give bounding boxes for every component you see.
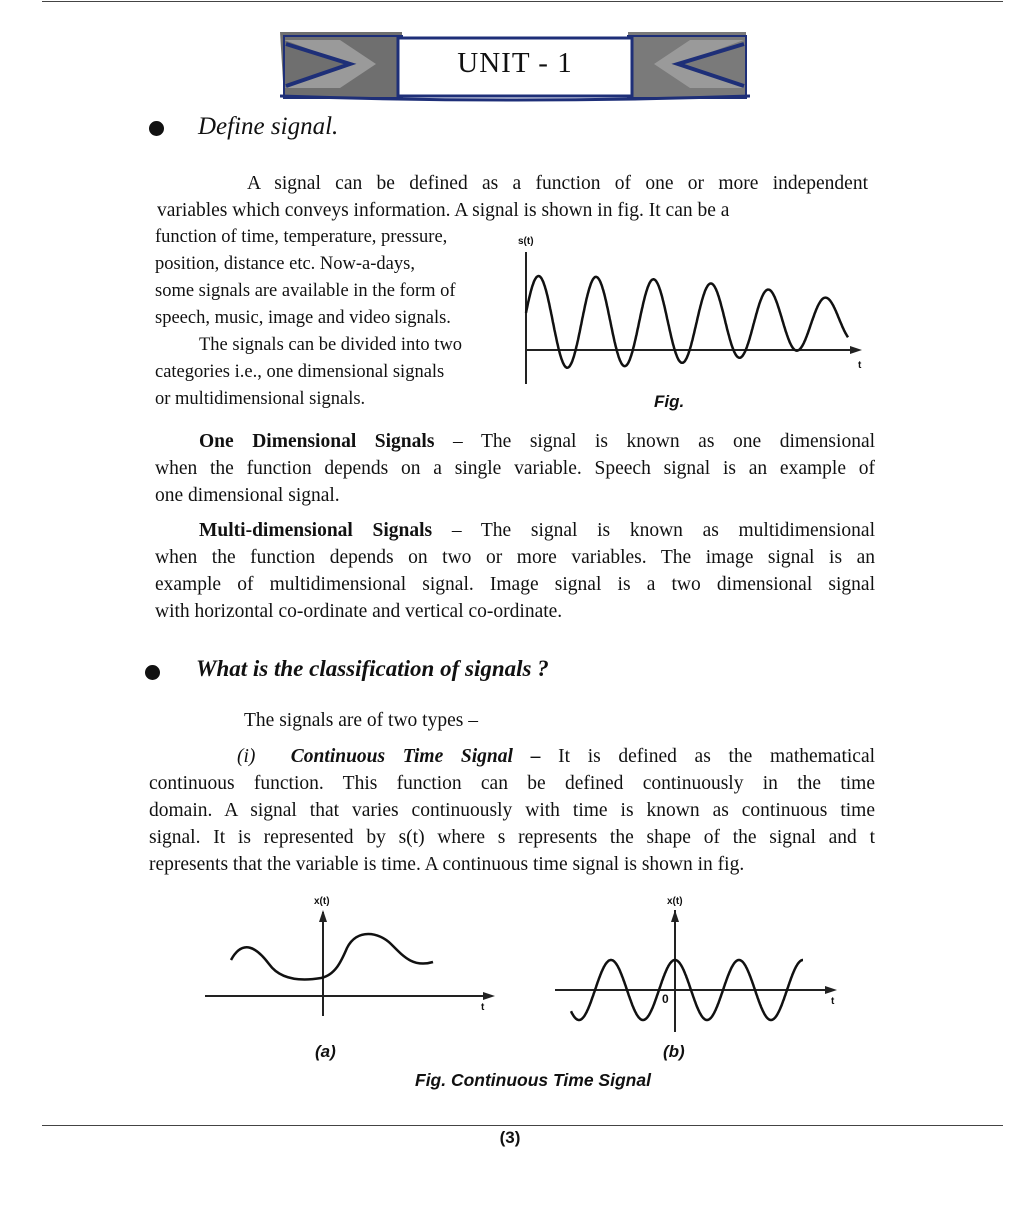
ct-term: Continuous Time Signal (290, 746, 513, 767)
one-dim-rest: The signal is known as one dimensional (480, 431, 876, 452)
q1-wrap-line: speech, music, image and video signals. (155, 308, 451, 328)
figure-caption: Fig. (654, 392, 685, 411)
bullet-icon (149, 121, 164, 136)
panel-b-origin-label: 0 (662, 992, 669, 1006)
panel-b-x-arrow (825, 986, 837, 994)
q2-intro: The signals are of two types – (244, 710, 478, 731)
panel-a-label: (a) (315, 1042, 336, 1061)
panel-a-waveform (231, 934, 433, 979)
q1-wrap-line: function of time, temperature, pressure, (155, 227, 448, 247)
x-axis-arrow (850, 346, 862, 354)
ct-line: signal. It is represented by s(t) where s represents the shape of the signal and t (149, 827, 875, 848)
one-dim-term: One Dimensional Signals (199, 431, 435, 452)
ct-first-line (149, 743, 875, 770)
one-dim-first-line (155, 428, 875, 455)
q1-wrap-line: The signals can be divided into two (199, 335, 463, 355)
continuous-time-plots (195, 892, 855, 1042)
q1-intro (157, 170, 868, 224)
one-dim-line: one dimensional signal. (155, 485, 340, 506)
q1-wrap-line: or multidimensional signals. (155, 389, 366, 409)
multi-dim-first-line (155, 517, 875, 544)
panel-a-y-arrow (319, 910, 327, 922)
multi-dim-line: with horizontal co-ordinate and vertical co-ordinate. (155, 601, 563, 622)
bottom-rule (42, 1125, 1003, 1126)
ct-line: domain. A signal that varies continuously with time is known as continuous time (149, 800, 875, 821)
continuous-time-figure (195, 892, 855, 1092)
panel-a-x-arrow (483, 992, 495, 1000)
q1-wrap-line: categories i.e., one dimensional signals (155, 362, 445, 382)
panel-b-y-label: x(t) (667, 896, 683, 907)
unit-title: UNIT - 1 (457, 47, 573, 79)
panel-b-label: (b) (663, 1042, 685, 1061)
multi-dim-line: when the function depends on two or more variables. The image signal is an (155, 547, 875, 568)
continuous-time-paragraph (149, 743, 875, 878)
panel-b-x-label: t (831, 996, 835, 1007)
question-classification: What is the classification of signals ? (196, 656, 549, 681)
q1-wrap-line: position, distance etc. Now-a-days, (155, 254, 415, 274)
top-rule (42, 1, 1003, 2)
ct-line: represents that the variable is time. A continuous time signal is shown in fig. (149, 854, 745, 875)
dash: – (432, 520, 481, 541)
ct-rest: It is defined as the mathematical (558, 746, 876, 767)
item-number: (i) (237, 746, 256, 767)
dash: – (434, 431, 481, 452)
signal-figure (510, 232, 870, 422)
q1-intro-line: variables which conveys information. A signal is shown in fig. It can be a (157, 200, 730, 221)
panel-a-x-label: t (481, 1002, 485, 1013)
one-dim-line: when the function depends on a single variable. Speech signal is an example of (155, 458, 875, 479)
bullet-icon (145, 665, 160, 680)
signal-waveform (526, 276, 848, 368)
page-number: (3) (499, 1128, 521, 1147)
ct-line: continuous function. This function can be defined continuously in the time (149, 773, 875, 794)
question-define-signal: Define signal. (198, 113, 339, 140)
panel-b-y-arrow (671, 910, 679, 922)
multi-dim-line: example of multidimensional signal. Image signal is a two dimensional signal (155, 574, 875, 595)
signal-plot (510, 232, 870, 422)
dash: – (512, 746, 559, 767)
y-axis-label: s(t) (518, 236, 534, 247)
multi-dim-term: Multi-dimensional Signals (199, 520, 433, 541)
one-dimensional-paragraph (155, 428, 875, 509)
q1-wrap-text (155, 224, 505, 413)
figure-caption: Fig. Continuous Time Signal (415, 1070, 651, 1090)
q1-wrap-line: some signals are available in the form of (155, 281, 456, 301)
multi-dimensional-paragraph (155, 517, 875, 625)
multi-dim-rest: The signal is known as multidimensional (480, 520, 875, 541)
unit-banner (280, 30, 750, 102)
x-axis-label: t (858, 360, 862, 371)
q1-intro-line: A signal can be defined as a function of one or more independent (247, 173, 868, 194)
panel-a-y-label: x(t) (314, 896, 330, 907)
